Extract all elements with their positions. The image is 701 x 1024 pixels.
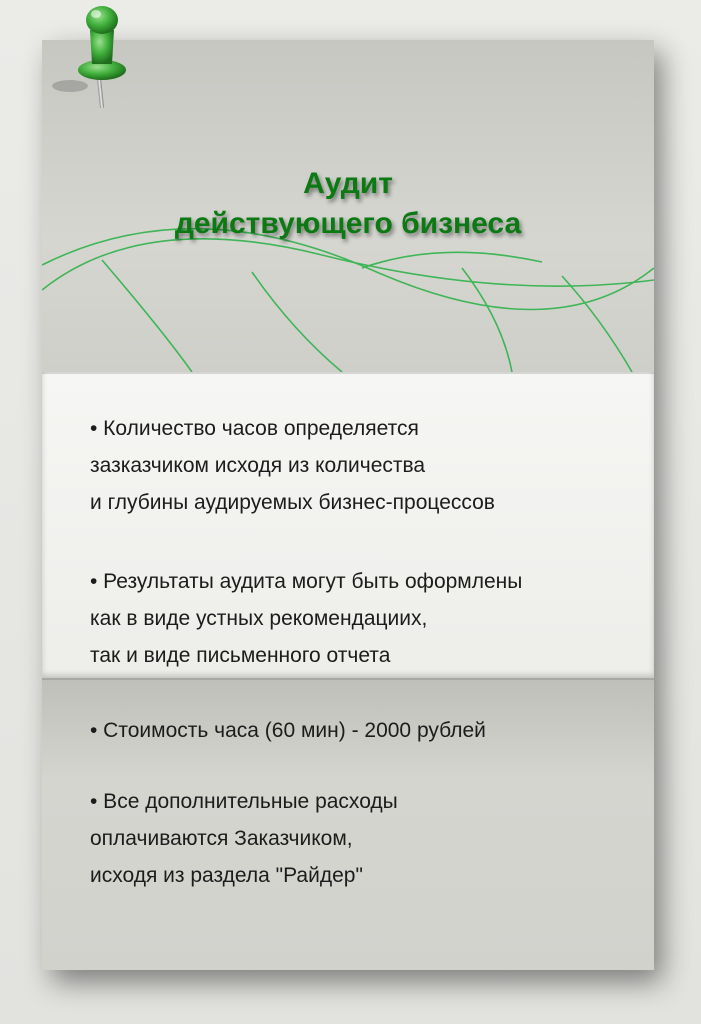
page-title [42,164,654,244]
list-item [90,563,650,674]
list-item-line: зазказчиком исходя из количества [90,454,426,477]
folded-sheet [42,40,654,970]
list-item-line: оплачиваются Заказчиком, [90,827,353,850]
list-item-line: • Все дополнительные расходы [90,790,398,813]
list-item-line: как в виде устных рекомендациих, [90,607,428,630]
list-item-line: и глубины аудируемых бизнес-процессов [90,491,495,514]
list-item-line: так и виде письменного отчета [90,644,391,667]
title-line-1: Аудит [303,167,393,200]
info-list [90,410,650,894]
list-item-line: • Количество часов определяется [90,417,419,440]
list-item [90,712,650,749]
push-pin-icon [42,0,152,115]
list-item [90,783,650,894]
title-line-2: действующего бизнеса [174,207,522,240]
fold-line-upper [42,372,654,374]
list-item-line: • Стоимость часа (60 мин) - 2000 рублей [90,719,486,742]
list-item-line: • Результаты аудита могут быть оформлены [90,570,523,593]
list-item-line: исходя из раздела "Райдер" [90,864,363,887]
list-item [90,410,650,521]
